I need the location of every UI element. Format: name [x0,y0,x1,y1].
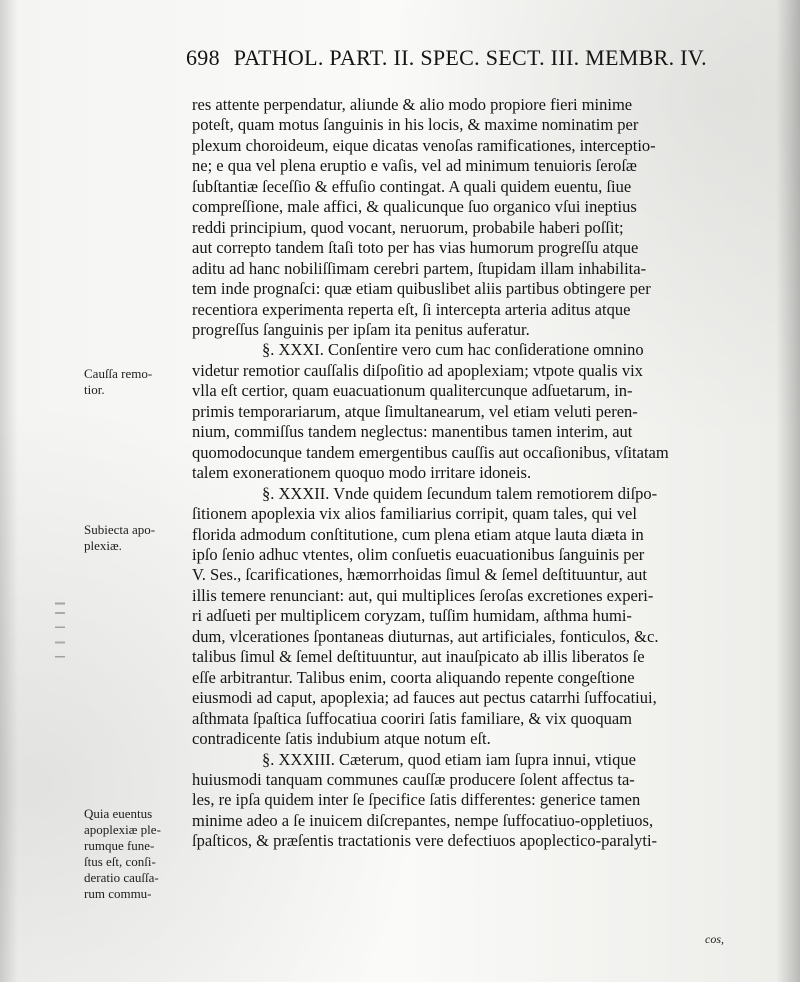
text-line: ſitionem apoplexia vix alios familiarius corripit, quam tales, qui vel [192,504,637,524]
left-margin-ink-marks [55,595,65,690]
text-line: talem exonerationem quoquo modo irritare idoneis. [192,463,532,483]
section-heading-line: §. XXXII. Vnde quidem ſecundum talem remotiorem diſpo- [262,483,658,503]
left-page-shadow [0,0,18,982]
text-line: ne; e qua vel plena eruptio e vaſis, vel ad minimum tenuioris ſeroſæ [192,156,637,176]
text-line: nium, commiſſus tandem neglectus: manentibus tamen interim, aut [192,422,633,442]
text-line: aut correpto tandem ſtaſi toto per has vias humorum progreſſu atque [192,238,639,258]
text-line: videtur remotior cauſſalis diſpoſitio ad apoplexiam; vtpote qualis vix [192,360,643,380]
text-line: eiusmodi ad caput, apoplexia; ad fauces aut pectus catarrhi ſuffocatiui, [192,688,657,708]
text-line: quomodocunque tandem emergentibus cauſſis aut occaſionibus, vſitatam [192,442,669,462]
text-line: tem inde prognaſci: quæ etiam quibuslibet aliis partibus obtingere per [192,279,651,299]
section-heading-line: §. XXXI. Conſentire vero cum hac conſideratione omnino [262,340,644,360]
text-line: minime adeo a ſe inuicem diſcrepantes, nempe ſuffocatiuo-oppletiuos, [192,810,654,830]
text-line: ſpaſticos, & præſentis tractationis vere defectiuos apoplectico-paralyti- [192,831,658,851]
margin-note-subjects-of-apoplexy: Subiecta apo- plexiæ. [84,522,156,553]
catchword: cos, [705,932,724,946]
text-line: talibus ſimul & ſemel deſtituuntur, aut inauſpicato ab illis liberatos ſe [192,647,645,667]
text-line: ipſo ſenio adhuc vtentes, olim conſuetis euacuationibus ſanguinis per [192,544,645,564]
text-line: plexum choroideum, eique dicatas venoſas ramificationes, interceptio- [192,135,656,155]
text-line: ri adſueti per multiplicem coryzam, tuſſim humidam, aſthma humi- [192,606,632,626]
text-line: florida admodum conſtitutione, cum plena etiam atque lauta diæta in [192,524,644,544]
text-line: primis temporariarum, atque ſimultanearum, vel etiam veluti peren- [192,401,638,421]
text-line: recentiora experimenta reperta eſt, ſi intercepta arteria aditus atque [192,299,631,319]
text-line: illis temere renunciant: aut, qui multiplices ſeroſas excretiones experi- [192,585,654,605]
main-text-block [192,95,776,852]
section-heading-line: §. XXXIII. Cæterum, quod etiam iam ſupra innui, vtique [262,749,636,769]
header-title: PATHOL. PART. II. SPEC. SECT. III. MEMBR. IV. [233,45,707,70]
page-number: 698 [186,45,220,70]
text-line: eſſe arbitrantur. Talibus enim, coorta aliquando repente congeſtione [192,667,635,687]
margin-note-remote-cause: Cauſſa remo- tior. [84,366,153,397]
text-line: contradicente ſatis indubium atque notum eſt. [192,729,491,749]
text-line: huiusmodi tanquam communes cauſſæ producere ſolent affectus ta- [192,769,635,789]
text-line: poteſt, quam motus ſanguinis in his locis, & maxime nominatim per [192,115,639,135]
text-line: reddi principium, quod vocant, neruorum, probabile haberi poſſit; [192,217,624,237]
text-line: res attente perpendatur, aliunde & alio modo propiore fieri minime [192,95,633,114]
text-line: compreſſione, male affici, & qualicunque ſuo organico vſui ineptius [192,197,637,217]
text-line: vlla eſt certior, quam euacuationum qualitercunque adſuetarum, in- [192,381,633,401]
text-line: dum, vlcerationes ſpontaneas diuturnas, aut artificiales, fonticulos, &c. [192,626,659,646]
right-page-shadow [776,0,800,982]
text-line: progreſſus ſanguinis per ipſam ita penitus auferatur. [192,319,530,339]
text-line: ſubſtantiæ ſeceſſio & effuſio contingat. A quali quidem euentu, ſiue [192,176,632,196]
text-line: aditu ad hanc nobiliſſimam cerebri partem, ſtupidam illam inhabilita- [192,258,647,278]
text-line: aſthmata ſpaſtica ſuffocatiua cooriri ſatis familiare, & vix quoquam [192,708,633,728]
margin-note-common-causes: Quia euentus apoplexiæ ple- rumque fune- ſtus eſt, conſi- deratio cauſſa- rum commu- [84,806,161,901]
running-header [186,45,707,71]
text-line: les, re ipſa quidem inter ſe ſpecifice ſatis differentes: generice tamen [192,790,641,810]
text-line: V. Ses., ſcarificationes, hæmorrhoidas ſimul & ſemel deſtituuntur, aut [192,565,647,585]
